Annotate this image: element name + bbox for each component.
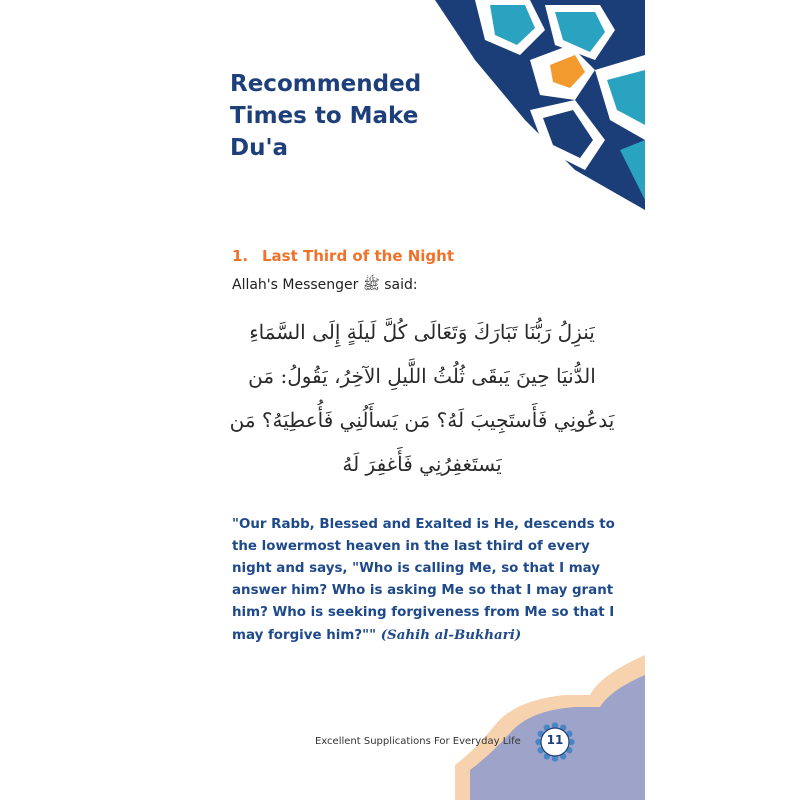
hadith-source: (Sahih al-Bukhari) bbox=[380, 627, 522, 643]
geometric-pattern-corner bbox=[435, 0, 645, 210]
translation-text: "Our Rabb, Blessed and Exalted is He, descends to the lowermost heaven in the last third of every night and says, "Who is calling Me, so that I may answer him? Who is asking Me so that I may grant him? Who is seeking forgiveness from Me so that I may forgive him?"" bbox=[232, 517, 615, 643]
book-page bbox=[155, 0, 645, 800]
book-title-footer: Excellent Supplications For Everyday Life bbox=[315, 736, 521, 747]
title-line: Recommended bbox=[230, 71, 422, 97]
page-title bbox=[230, 68, 450, 164]
title-line: Du'a bbox=[230, 135, 289, 161]
arabic-hadith-text: يَنزِلُ رَبُّنَا تَبَارَكَ وَتَعَالَى كُلَّ لَيلَةٍ إِلَى السَّمَاءِ الدُّنيَا حِينَ يَبقَى ثُلُثُ اللَّيلِ الآخِرُ، يَقُولُ: مَن يَدعُونِي فَأَستَجِيبَ لَهُ؟ مَن يَسأَلُنِي فَأُعطِيَهُ؟ مَن يَستَغفِرُنِي فَأَغفِرَ لَهُ bbox=[229, 320, 615, 476]
section-heading-text: Last Third of the Night bbox=[262, 247, 454, 265]
hadith-intro: Allah's Messenger ﷺ said: bbox=[232, 277, 418, 293]
decorative-footer-shape bbox=[415, 655, 645, 800]
section-number: 1. bbox=[232, 247, 249, 265]
page-number: 11 bbox=[546, 733, 564, 747]
title-line: Times to Make bbox=[230, 103, 419, 129]
hadith-translation bbox=[232, 514, 617, 647]
section-heading bbox=[232, 247, 454, 265]
